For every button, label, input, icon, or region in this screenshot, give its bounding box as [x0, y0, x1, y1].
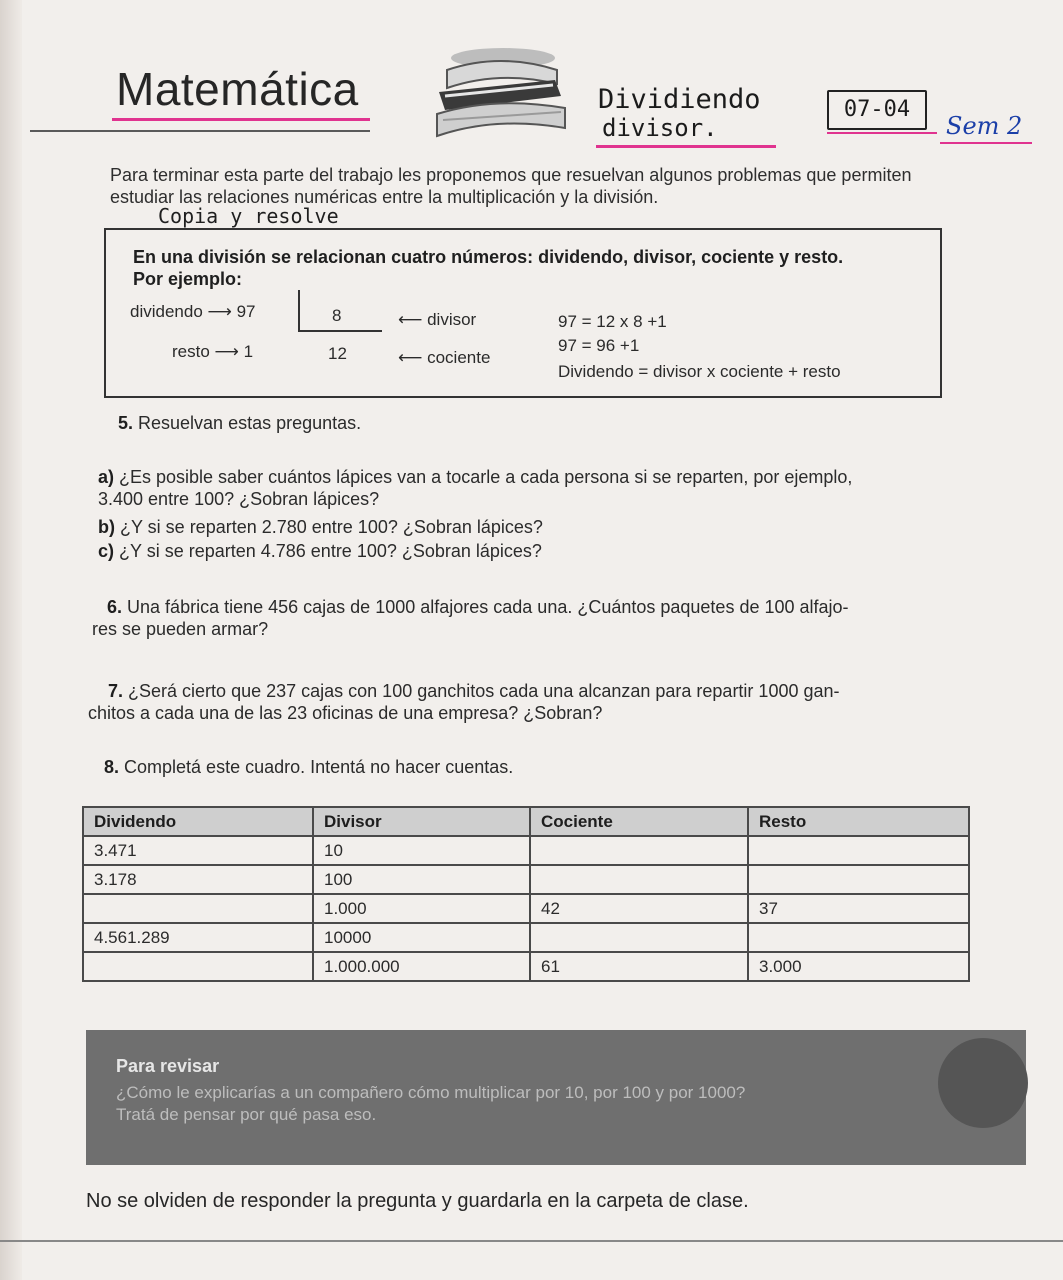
table-row — [83, 865, 969, 894]
cell-remainder: 37 — [748, 894, 969, 923]
cell-quotient: 42 — [530, 894, 748, 923]
equation-2: 97 = 96 +1 — [558, 336, 640, 355]
header-divisor: Divisor — [313, 807, 530, 836]
topic-line-2: divisor. — [602, 114, 718, 142]
books-icon — [425, 40, 575, 140]
question-8-text: Completá este cuadro. Intentá no hacer cuentas. — [119, 757, 514, 777]
handwritten-instruction: Copia y resolve — [158, 204, 339, 228]
table-row — [83, 923, 969, 952]
example-heading-line-1: En una división se relacionan cuatro números: dividendo, divisor, cociente y resto. — [133, 247, 844, 267]
question-6-number: 6. — [107, 597, 123, 617]
question-6-line-2: res se pueden armar? — [92, 619, 269, 639]
question-5-text: Resuelvan estas preguntas. — [133, 413, 362, 433]
cell-divisor: 10 — [313, 836, 530, 865]
footer-note: No se olviden de responder la pregunta y guardarla en la carpeta de clase. — [86, 1190, 749, 1212]
cell-remainder: 3.000 — [748, 952, 969, 981]
question-5a-line-1: ¿Es posible saber cuántos lápices van a tocarle a cada persona si se reparten, por ejemplo, — [114, 467, 853, 487]
question-5c — [98, 540, 542, 562]
date-box: 07-04 — [827, 90, 927, 130]
cell-remainder — [748, 865, 969, 894]
cell-quotient — [530, 923, 748, 952]
question-5-number: 5. — [118, 413, 134, 433]
division-table — [82, 806, 970, 982]
question-5b-text: ¿Y si se reparten 2.780 entre 100? ¿Sobran lápices? — [115, 517, 543, 537]
topic-underline — [596, 145, 776, 148]
header-dividend: Dividendo — [83, 807, 313, 836]
question-5b — [98, 516, 543, 538]
cell-quotient — [530, 836, 748, 865]
question-5a-line-2: 3.400 entre 100? ¿Sobran lápices? — [98, 489, 380, 509]
cell-dividend: 3.471 — [83, 836, 313, 865]
question-7-number: 7. — [108, 681, 124, 701]
equation-3: Dividendo = divisor x cociente + resto — [558, 362, 841, 381]
question-6 — [92, 596, 972, 640]
week-underline — [940, 142, 1032, 144]
cell-remainder — [748, 836, 969, 865]
cell-dividend — [83, 952, 313, 981]
question-5a — [98, 466, 968, 510]
cell-dividend: 4.561.289 — [83, 923, 313, 952]
subject-title: Matemática — [116, 63, 359, 115]
cell-dividend — [83, 894, 313, 923]
cell-remainder — [748, 923, 969, 952]
divisor-label: ⟵ divisor — [398, 310, 477, 329]
division-bracket-horizontal — [298, 330, 382, 332]
cell-divisor: 1.000 — [313, 894, 530, 923]
header-remainder: Resto — [748, 807, 969, 836]
question-6-line-1: Una fábrica tiene 456 cajas de 1000 alfajores cada una. ¿Cuántos paquetes de 100 alfajo- — [122, 597, 849, 617]
topic-line-1: Dividiendo — [598, 84, 761, 115]
remainder-label: resto ⟶ 1 — [172, 342, 254, 361]
equation-1: 97 = 12 x 8 +1 — [558, 312, 667, 331]
question-7 — [88, 680, 978, 724]
quotient-value: 12 — [328, 344, 347, 363]
page-edge — [0, 0, 22, 1280]
table-header-row — [83, 807, 969, 836]
dividend-label: dividendo ⟶ 97 — [130, 302, 256, 321]
quotient-label: ⟵ cociente — [398, 348, 491, 367]
header-quotient: Cociente — [530, 807, 748, 836]
cell-divisor: 1.000.000 — [313, 952, 530, 981]
footer-rule — [0, 1240, 1063, 1242]
question-7-line-1: ¿Será cierto que 237 cajas con 100 ganchitos cada una alcanzan para repartir 1000 gan- — [123, 681, 840, 701]
example-heading — [133, 246, 913, 290]
review-text — [116, 1082, 976, 1126]
question-5b-label: b) — [98, 517, 115, 537]
review-line-1: ¿Cómo le explicarías a un compañero cómo multiplicar por 10, por 100 y por 1000? — [116, 1083, 746, 1102]
question-5a-label: a) — [98, 467, 115, 487]
question-5 — [118, 412, 361, 434]
division-bracket-vertical — [298, 290, 300, 332]
table-row — [83, 952, 969, 981]
cell-quotient — [530, 865, 748, 894]
review-line-2: Tratá de pensar por qué pasa eso. — [116, 1105, 377, 1124]
question-5c-text: ¿Y si se reparten 4.786 entre 100? ¿Sobran lápices? — [114, 541, 542, 561]
cell-divisor: 100 — [313, 865, 530, 894]
intro-paragraph: Para terminar esta parte del trabajo les proponemos que resuelvan algunos problemas que permiten estudiar las relaciones numéricas entre la multiplicación y la división. — [110, 165, 912, 207]
title-underline — [112, 118, 370, 121]
example-heading-line-2: Por ejemplo: — [133, 269, 243, 289]
cell-quotient: 61 — [530, 952, 748, 981]
table-row — [83, 894, 969, 923]
week-note: Sem 2 — [946, 112, 1023, 140]
header-rule — [30, 130, 370, 132]
date-underline — [827, 132, 937, 134]
question-8 — [104, 756, 513, 778]
question-7-line-2: chitos a cada una de las 23 oficinas de una empresa? ¿Sobran? — [88, 703, 603, 723]
table-row — [83, 836, 969, 865]
question-8-number: 8. — [104, 757, 120, 777]
divisor-value: 8 — [332, 306, 342, 325]
review-title: Para revisar — [116, 1056, 220, 1076]
cell-divisor: 10000 — [313, 923, 530, 952]
question-5c-label: c) — [98, 541, 115, 561]
cell-dividend: 3.178 — [83, 865, 313, 894]
